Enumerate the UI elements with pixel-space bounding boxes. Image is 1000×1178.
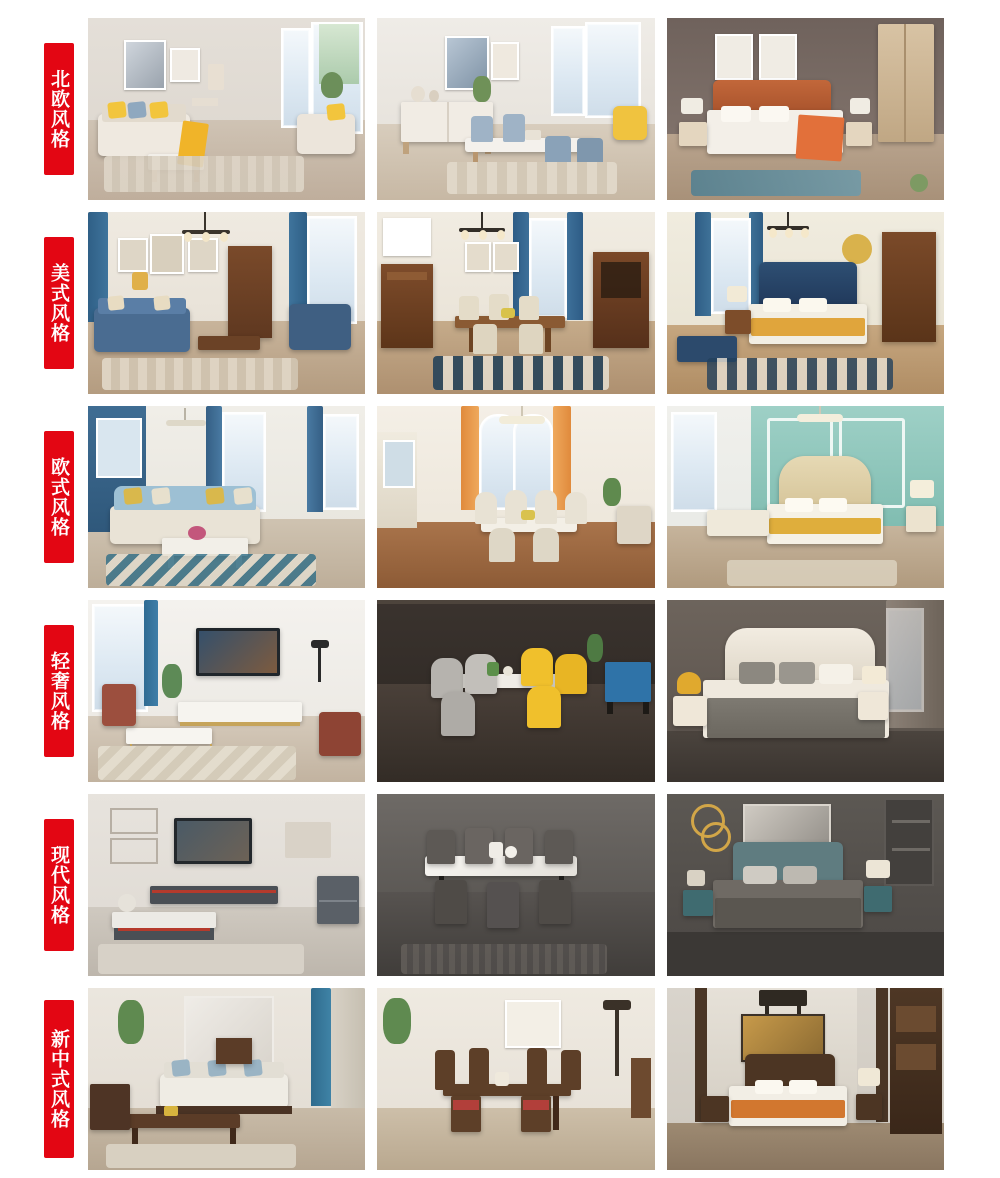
- american-dining-room[interactable]: [377, 212, 654, 394]
- style-row-light-luxury: [44, 600, 944, 782]
- light-luxury-bedroom[interactable]: [667, 600, 944, 782]
- style-row-new-chinese: [44, 988, 944, 1170]
- modern-living-room[interactable]: [88, 794, 365, 976]
- style-row-cells: [88, 600, 944, 782]
- style-row-cells: [88, 794, 944, 976]
- style-label-light-luxury: 轻奢风格: [44, 625, 74, 757]
- nordic-dining-room[interactable]: [377, 18, 654, 200]
- style-label-modern: 现代风格: [44, 819, 74, 951]
- european-dining-room[interactable]: [377, 406, 654, 588]
- light-luxury-dining-room[interactable]: [377, 600, 654, 782]
- style-label-european: 欧式风格: [44, 431, 74, 563]
- style-row-european: [44, 406, 944, 588]
- new-chinese-dining-room[interactable]: [377, 988, 654, 1170]
- light-luxury-living-room[interactable]: [88, 600, 365, 782]
- european-bedroom[interactable]: [667, 406, 944, 588]
- american-bedroom[interactable]: [667, 212, 944, 394]
- style-row-nordic: [44, 18, 944, 200]
- style-row-modern: [44, 794, 944, 976]
- new-chinese-bedroom[interactable]: [667, 988, 944, 1170]
- style-row-cells: [88, 212, 944, 394]
- style-label-new-chinese: 新中式风格: [44, 1000, 74, 1158]
- nordic-bedroom[interactable]: [667, 18, 944, 200]
- american-living-room[interactable]: [88, 212, 365, 394]
- modern-bedroom[interactable]: [667, 794, 944, 976]
- style-label-american: 美式风格: [44, 237, 74, 369]
- european-living-room[interactable]: [88, 406, 365, 588]
- new-chinese-living-room[interactable]: [88, 988, 365, 1170]
- style-row-cells: [88, 988, 944, 1170]
- style-row-american: [44, 212, 944, 394]
- style-row-cells: [88, 18, 944, 200]
- nordic-living-room[interactable]: [88, 18, 365, 200]
- style-row-cells: [88, 406, 944, 588]
- style-label-nordic: 北欧风格: [44, 43, 74, 175]
- modern-dining-room[interactable]: [377, 794, 654, 976]
